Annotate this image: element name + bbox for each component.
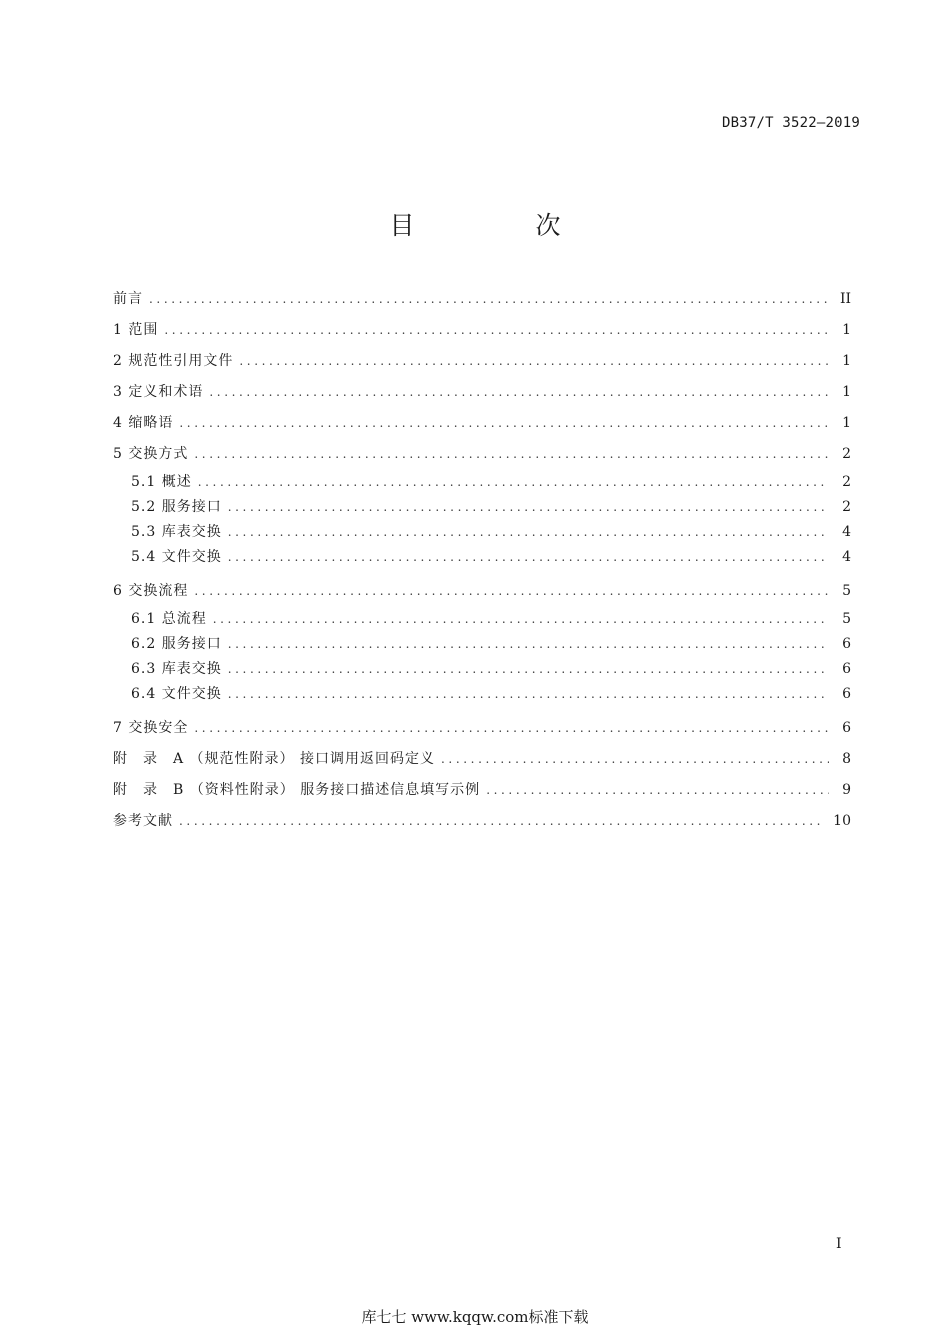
toc-entry-page: 6 bbox=[842, 686, 851, 702]
toc-entry-5-1[interactable] bbox=[113, 470, 851, 495]
toc-entry-page: 1 bbox=[842, 415, 851, 431]
document-code: DB37/T 3522—2019 bbox=[721, 115, 860, 131]
toc-entry-page: 9 bbox=[842, 782, 851, 798]
leader-dots bbox=[213, 607, 829, 632]
toc-entry-5-4[interactable] bbox=[113, 545, 851, 570]
toc-entry-label: 参考文献 bbox=[113, 813, 173, 829]
toc-entry-label: 5.1 概述 bbox=[131, 474, 192, 490]
toc-entry-6-1[interactable] bbox=[113, 607, 851, 632]
toc-entry-label: 5.3 库表交换 bbox=[131, 524, 222, 540]
toc-entry-appendix-b[interactable] bbox=[113, 775, 851, 806]
toc-entry-bibliography[interactable] bbox=[113, 806, 851, 837]
leader-dots bbox=[228, 520, 829, 545]
toc-entry-label: 6.4 文件交换 bbox=[131, 686, 222, 702]
toc-entry-label: 1 范围 bbox=[113, 322, 159, 338]
leader-dots bbox=[228, 657, 829, 682]
toc-entry-label: 前言 bbox=[113, 291, 143, 307]
toc-entry-page: 2 bbox=[842, 446, 851, 462]
toc-entry-label: 5 交换方式 bbox=[113, 446, 189, 462]
toc-entry-page: 5 bbox=[842, 583, 851, 599]
leader-dots bbox=[194, 439, 829, 470]
leader-dots bbox=[228, 495, 829, 520]
leader-dots bbox=[486, 775, 829, 806]
leader-dots bbox=[239, 346, 829, 377]
toc-entry-preface[interactable] bbox=[113, 284, 851, 315]
toc-title: 目 次 bbox=[389, 211, 609, 240]
leader-dots bbox=[179, 806, 825, 837]
leader-dots bbox=[228, 682, 829, 707]
toc-entry-abbreviations[interactable] bbox=[113, 408, 851, 439]
toc-entry-page: 5 bbox=[842, 611, 851, 627]
leader-dots bbox=[179, 408, 829, 439]
toc-entry-page: 4 bbox=[842, 549, 851, 565]
toc-entry-label: 5.2 服务接口 bbox=[131, 499, 222, 515]
toc-entry-exchange-methods[interactable] bbox=[113, 439, 851, 470]
toc-entry-definitions[interactable] bbox=[113, 377, 851, 408]
toc-entry-label: 2 规范性引用文件 bbox=[113, 353, 234, 369]
toc-entry-label: 7 交换安全 bbox=[113, 720, 189, 736]
leader-dots bbox=[164, 315, 829, 346]
leader-dots bbox=[149, 284, 829, 315]
footer-watermark: 库七七 www.kqqw.com标准下载 bbox=[361, 1308, 589, 1326]
toc-entry-page: 1 bbox=[842, 384, 851, 400]
leader-dots bbox=[441, 744, 829, 775]
leader-dots bbox=[198, 470, 829, 495]
toc-entry-6-4[interactable] bbox=[113, 682, 851, 707]
toc-entry-label: 6 交换流程 bbox=[113, 583, 189, 599]
toc-entry-page: 1 bbox=[842, 322, 851, 338]
toc-entry-page: 2 bbox=[842, 499, 851, 515]
toc-entry-label: 附 录 B （资料性附录） 服务接口描述信息填写示例 bbox=[113, 782, 481, 798]
leader-dots bbox=[209, 377, 829, 408]
toc-entry-label: 3 定义和术语 bbox=[113, 384, 204, 400]
toc-entry-page: 4 bbox=[842, 524, 851, 540]
toc-entry-page: 8 bbox=[842, 751, 851, 767]
leader-dots bbox=[228, 632, 829, 657]
toc-entry-label: 4 缩略语 bbox=[113, 415, 174, 431]
leader-dots bbox=[194, 713, 829, 744]
toc-entry-label: 5.4 文件交换 bbox=[131, 549, 222, 565]
toc-entry-exchange-process[interactable] bbox=[113, 576, 851, 607]
toc-entry-normative-references[interactable] bbox=[113, 346, 851, 377]
toc-entry-page: 2 bbox=[842, 474, 851, 490]
toc-entry-label: 附 录 A （规范性附录） 接口调用返回码定义 bbox=[113, 751, 436, 767]
toc-entry-scope[interactable] bbox=[113, 315, 851, 346]
page-number: I bbox=[836, 1236, 842, 1252]
toc-entry-page: 6 bbox=[842, 720, 851, 736]
toc-entry-page: II bbox=[839, 291, 851, 307]
toc-entry-page: 6 bbox=[842, 661, 851, 677]
toc-entry-page: 10 bbox=[833, 813, 851, 829]
toc-entry-exchange-security[interactable] bbox=[113, 713, 851, 744]
toc-entry-5-2[interactable] bbox=[113, 495, 851, 520]
toc-entry-appendix-a[interactable] bbox=[113, 744, 851, 775]
leader-dots bbox=[194, 576, 829, 607]
toc-entry-label: 6.2 服务接口 bbox=[131, 636, 222, 652]
toc-entry-label: 6.1 总流程 bbox=[131, 611, 207, 627]
toc-entry-5-3[interactable] bbox=[113, 520, 851, 545]
toc-entry-6-2[interactable] bbox=[113, 632, 851, 657]
toc-entry-label: 6.3 库表交换 bbox=[131, 661, 222, 677]
toc-entry-6-3[interactable] bbox=[113, 657, 851, 682]
toc-entry-page: 6 bbox=[842, 636, 851, 652]
toc-entry-page: 1 bbox=[842, 353, 851, 369]
leader-dots bbox=[228, 545, 829, 570]
table-of-contents bbox=[113, 284, 851, 837]
